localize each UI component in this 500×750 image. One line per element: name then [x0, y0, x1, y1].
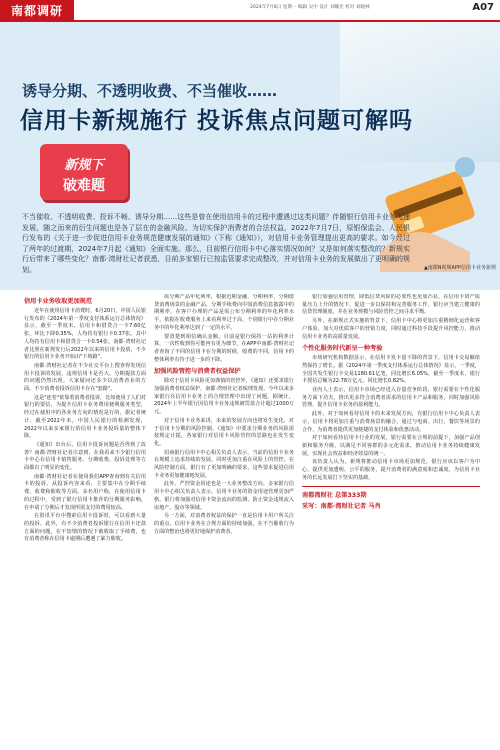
section-heading-3: 个性化服务时代新呈一种考验 — [302, 345, 383, 353]
article-headline: 信用卡新规施行 投诉焦点问题可解吗 — [20, 108, 414, 134]
article-deck: 诱导分期、不透明收费、不当催收…… — [22, 82, 278, 100]
masthead — [0, 0, 500, 22]
paragraph: 南都·湾财社记者在使用我们APP查询到有关信用卡的投诉，从投诉内容来看，主要集中在分期手续费、收费和催收等方面。多名用户称，在使用信用卡的过程中，受到了银行信用卡推荐的分期服务影响，在申请了分期后才发现所需支付的费用较高。 — [24, 473, 146, 511]
paragraph: 招商银行信用卡中心相关负责人表示，当前的信用卡业务在规模上追求持续的发展，同时更加注重在风险上的管控，在风险控制方面，银行有了更加明确的要求，这些要求促进信用卡业务更加健康地发展。 — [154, 449, 294, 479]
hero-banner — [0, 22, 500, 290]
page-number: A07 — [472, 2, 494, 13]
paragraph: 业内人士表示，信用卡市场已经进入存量竞争阶段，银行需要在个性化服务方面下功夫，推出更多符合消费者需求的信用卡产品和服务，同时加强风险管理，提升信用卡业务的盈利能力。 — [302, 387, 480, 409]
image-caption: ▲南都N视频APP信用卡业务新规 — [423, 265, 496, 271]
paragraph: 此外，对于如何看待信用卡的未来发展方向，有银行信用卡中心负责人表示，信用卡将更加注重与消费场景的融合，通过与电商、出行、餐饮等场景的合作，为消费者提供更加便捷的支付体验和优惠活动。 — [302, 411, 480, 433]
badge-line-2: 破难题 — [63, 178, 105, 194]
paragraph: 南都·湾财社记者在不少社交平台上搜查得发现信用卡投诉的发展，违规信用卡是否大、分期提款方面的问题仍然出现。大家疑问还多少以消费者业的方面，不少消费者投诉信用卡存在"套路"。 — [24, 362, 146, 393]
section-heading-1: 信用卡业务收取更加规范 — [24, 298, 93, 305]
byline-block — [302, 486, 480, 510]
paragraph: 此外，严控资金用途也是一大业务整改方向。多家银行信用卡中心相关负责人表示，信用卡业务的资金用途管理更加严格，银行将加强对信用卡资金流向的监测，防止资金违规流入房地产、股市等领域。 — [154, 481, 294, 511]
series-label: 南都湾财社 总第333期 — [302, 492, 367, 500]
article-intro: 不当催收、不透明收费、投诉不畅、诱导分期……这些是曾在使用信用卡的过程中遭遇过这类问题？伴随银行信用卡业务飞速发展，随之而来的衍生问题也是各了层在的金融风险。为切实保护消费者的合法权益，2022年7月7日，原银保监会、人民银行发布的《关于进一步促进信用卡业务规范健康发展的通知》（下称《通知》），对信用卡业务管理提出更高的要求。如今经过了两年的过渡期，2024年7月起《通知》全面实施。那么，目前银行信用卡中心落实情况如何？又是如何落实整改的？新规实行后带来了哪些变化？南都·湾财社记者获悉，目前多家银行已按监管要求完成整改，并对信用卡业务的发展做出了更明确的规划。 — [22, 213, 410, 274]
section-heading-2: 加强风险管控与消费者权益保护 — [154, 368, 241, 376]
paragraph: 这是"连卷"依靠着消费者投诉，比如使用了人们对银行的要信，为提升信用卡业务费用便利服务类型，经过在使用中的各业务方向的情况是行的，据记者统计，截至2022年末，中国人民银行的检测发现，2022年以来多家银行的信用卡业务投诉量的整体下降。 — [24, 394, 146, 440]
section-brand: 南都调研 — [0, 0, 74, 22]
byline: 采写：南都·湾财社记者 马肖 — [302, 503, 381, 511]
paragraph: 该负责人认为，新规将推动信用卡市场更加规范，银行应该以客户为中心，提供更加透明、公平的服务，提升消费者的满意度和忠诚度，为信用卡业务的长远发展打下坚实的基础。 — [302, 459, 480, 481]
paragraph: 近年在使用信用卡消费时，6月20日，中国人民银行发布的《2024年第一季度支付体系运行总体情况》显示，截至一季度末，信用卡和借贷合一卡7.60亿张，环比下降0.35%，人均持有银行卡0.37张。其中人均持有信用卡和借贷合一卡0.54张。南都·湾财社记者比照在新规发行后2022年以来的信用卡投放，不少银行的信用卡业务开始由"下坡路"。 — [24, 308, 146, 361]
article-body — [0, 294, 500, 750]
paragraph: 对于信用卡业务来讲，未来的发展方向也将发生变化，对于信用卡分期的风险控制，《通知》中要求分期业务的风险需按规定计提，各家银行对信用卡风险管控的思路也在发生变化。 — [154, 417, 294, 447]
paragraph: 市场研究机构数据显示，在信用卡发卡量下降的背景下，信用卡交易额依然保持了增长。据《2024年第一季度支付体系运行总体情况》显示，一季度，全国共发生银行卡交易1180.61亿笔，同比增长6.05%，截至一季度末，银行卡授信总额为22.78万亿元，同比增长0.82%。 — [302, 355, 480, 385]
paragraph: 另外，在新规正式实施的背景下，信用卡中心将更加注重精细化运营和客户体验，加大对优质客户的营销力度，同时通过科技手段提升风控能力，推动信用卡业务的高质量发展。 — [302, 318, 480, 340]
issue-meta: 2024年7月8日 星期一 编辑 吴中 设计 刘曦光 校对 刘晓林 — [250, 5, 370, 10]
paragraph: 另一方面，对消费者权益的保护一直是信用卡用户所关注的重点。信用卡业务在合规方面的持续加强，在不当催收行为方面的整治也将更好地保护消费者。 — [154, 513, 294, 535]
hero-background-art — [340, 22, 500, 162]
new-rules-badge — [40, 144, 128, 200]
paragraph: 需分期产品年化利率，根据近期金融，分期利率，分期借贷消费场景的金融产品，分期手续费向中国消费信息披露中的期利率，在客户办理的产品是需公布分期利率的年化利率水平，依据在收费服务上来看利率过于高，个别银行中在分期业务中的年化利率达到了一定的水平。 — [154, 294, 294, 331]
column-1 — [24, 294, 146, 750]
paragraph: 银行加强信用管理，降低信贷风险的必要性也更加凸显。在信用卡资产质量压力上升的情况下，促进一步以保持和完善服务工作，银行应当建立健康的信贷管理制度，并在业务规模与风险管控之间寻求平衡。 — [302, 294, 480, 316]
paragraph: 除对于信用卡风险更加谨慎的管控外，《通知》还要求银行加强消费者权益保护，南都·湾财社记者梳理发现，今年以来多家银行在信用卡业务上的合规管理中出现了问题，据统计，2024年上半年银行因信用卡业务违规被罚款合计超过1000万元。 — [154, 378, 294, 416]
badge-line-1: 新规下 — [64, 158, 104, 173]
column-3 — [302, 294, 480, 750]
paragraph: 对于如何看待信用卡行业的发展，银行需要在合规的前提下，加强产品创新和服务升级，以满足不同客群的多元化需求，推动信用卡业务持续健康发展，实现社会效益和经济效益的统一。 — [302, 435, 480, 457]
paragraph: 要清楚到相信确认金额，目前是银行保持一站的利率计算，一次性收到你可能再有更为细节，在APP中南都·湾财社记者查询了不同的信用卡在分期的时候，收费的不同，信用卡的整体利率有待于进一步的下降。 — [154, 333, 294, 363]
column-2 — [154, 294, 294, 750]
paragraph: 在资讯平台中搜索信用卡投诉时，可以看到大量的投诉。此外，有不少消费者投诉银行在信用卡还款方面的问题，在不知情的情况下被收取了手续费，也有消费者称在信用卡逾期后遭遇了暴力催收。 — [24, 513, 146, 543]
paragraph: 《通知》出台后，信用卡投诉问题是否得到了改善？南都·湾财社记者注意到，在我看来不少银行信用卡中心在信用卡销售服务、分期收费、投诉处理等方面都有了明显的变化。 — [24, 441, 146, 472]
